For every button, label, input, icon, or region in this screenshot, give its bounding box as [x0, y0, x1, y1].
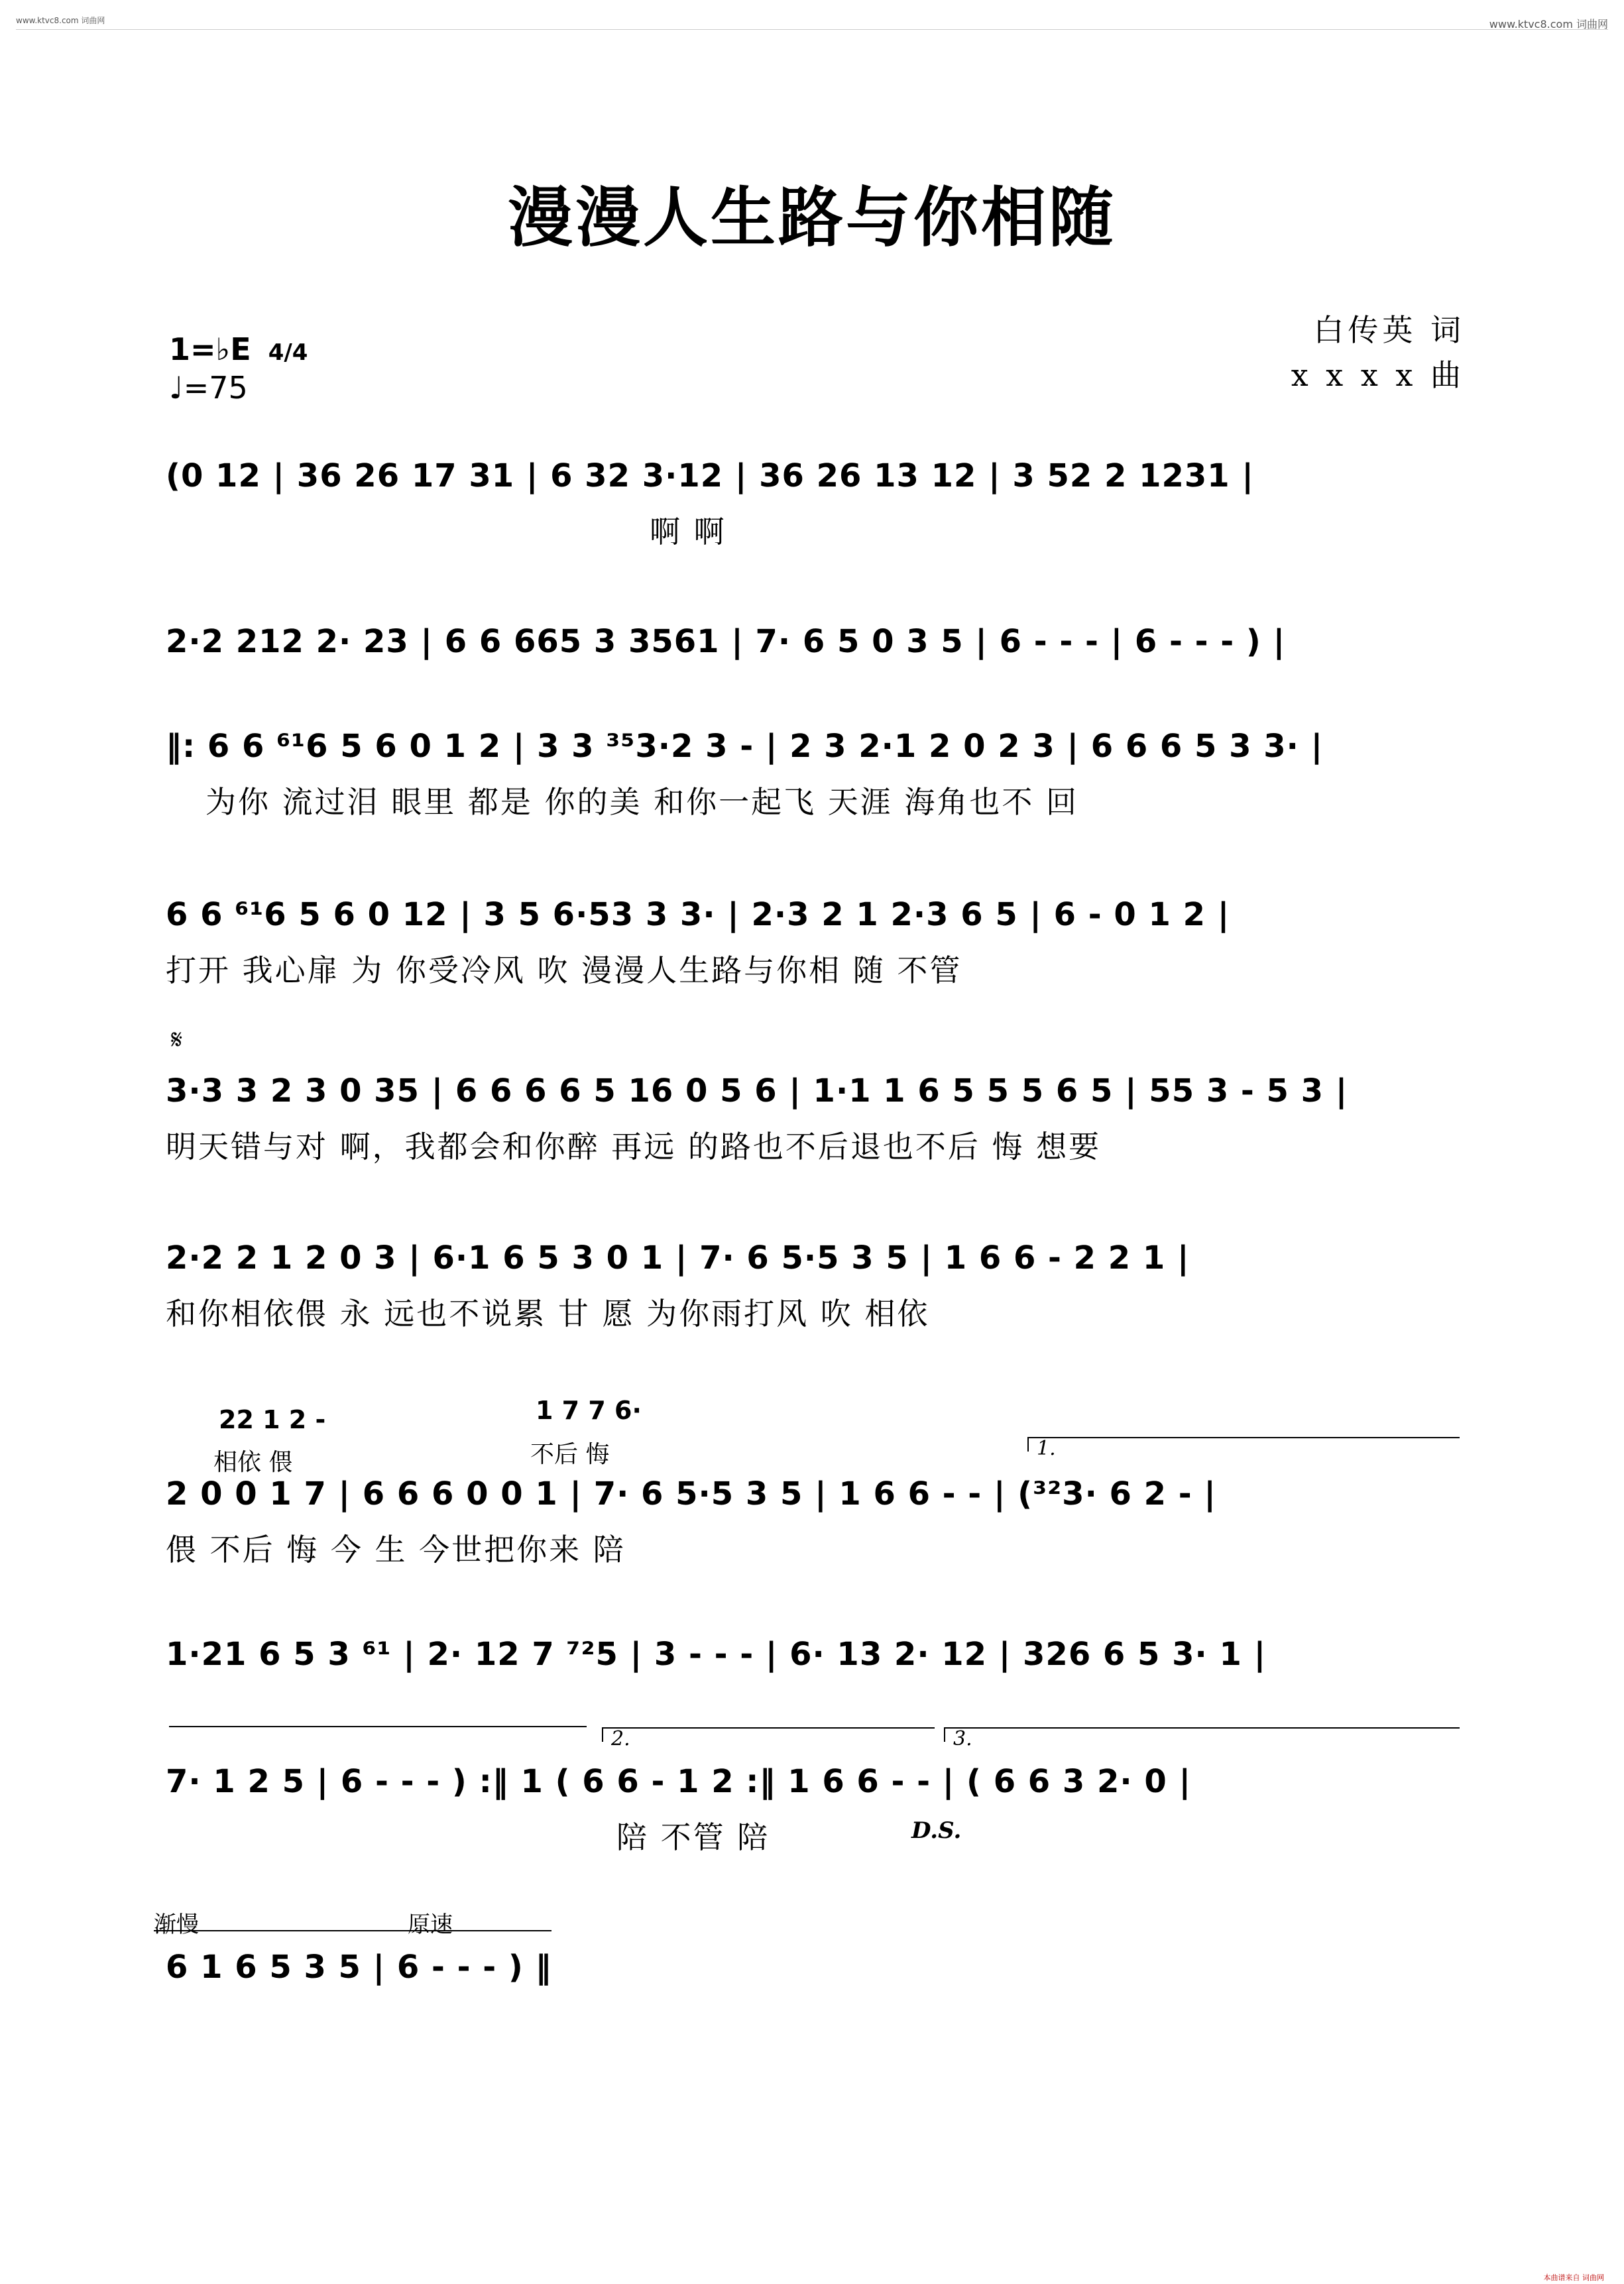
notation-line: 7· 1 2 5 | 6 - - - ) :‖ 1 ( 6 6 - 1 2 :‖ 1 6 6 - - | ( 6 6 3 2· 0 |	[166, 1763, 1192, 1800]
lyrics-line: 明天错与对 啊，我都会和你醉 再远 的路也不后退也不后 悔 想要	[166, 1129, 1102, 1165]
lyrics-line: 为你 流过泪 眼里 都是 你的美 和你一起飞 天涯 海角也不 回	[205, 784, 1078, 820]
volta-1-label: 1.	[1037, 1437, 1056, 1460]
notation-line: 6 1 6 5 3 5 | 6 - - - ) ‖	[166, 1949, 552, 1986]
a-tempo-text: 原速	[408, 1912, 453, 1938]
dal-segno-mark: D.S.	[911, 1817, 962, 1844]
segno-mark: 𝄋	[171, 1025, 183, 1055]
alt-notes-1: 22 1 2 -	[219, 1405, 326, 1434]
volta-1-bracket	[1027, 1437, 1460, 1460]
notation-line: (0 12 | 36 26 17 31 | 6 32 3·12 | 36 26 13 12 | 3 52 2 1231 |	[166, 457, 1254, 494]
key-signature: 1=♭E 4/4	[169, 331, 308, 367]
volta-3-bracket	[944, 1727, 1460, 1750]
notation-line: 2·2 212 2· 23 | 6 6 665 3 3561 | 7· 6 5 0 3 5 | 6 - - - | 6 - - - ) |	[166, 623, 1286, 660]
notation-line: ‖: 6 6 ⁶¹6 5 6 0 1 2 | 3 3 ³⁵3·2 3 - | 2 3 2·1 2 0 2 3 | 6 6 6 5 3 3· |	[166, 728, 1324, 765]
tempo-marking: ♩=75	[169, 370, 248, 406]
lyrics-line: 打开 我心扉 为 你受冷风 吹 漫漫人生路与你相 随 不管	[166, 952, 962, 988]
tempo-line	[154, 1930, 551, 1931]
lyrics-line: 和你相依偎 永 远也不说累 甘 愿 为你雨打风 吹 相依	[166, 1296, 930, 1332]
corner-watermark: 本曲谱来自 词曲网	[1543, 2273, 1604, 2282]
lyrics-line: 啊 啊	[650, 514, 726, 549]
site-watermark-left: www.ktvc8.com 词曲网	[16, 16, 105, 25]
alt-lyrics-2: 不后 悔	[530, 1441, 610, 1468]
notation-line: 1·21 6 5 3 ⁶¹ | 2· 12 7 ⁷²5 | 3 - - - | 6· 13 2· 12 | 326 6 5 3· 1 |	[166, 1636, 1267, 1673]
notation-line: 3·3 3 2 3 0 35 | 6 6 6 6 5 16 0 5 6 | 1·1 1 6 5 5 5 6 5 | 55 3 - 5 3 |	[166, 1072, 1348, 1110]
volta-2-label: 2.	[611, 1727, 630, 1750]
lyrics-line: 陪 不管 陪	[616, 1819, 770, 1855]
composer-credit: x x x x 曲	[1291, 357, 1465, 393]
song-title: 漫漫人生路与你相随	[507, 180, 1116, 256]
notation-line: 2 0 0 1 7 | 6 6 6 0 0 1 | 7· 6 5·5 3 5 | 1 6 6 - - | (³²3· 6 2 - |	[166, 1475, 1216, 1513]
site-watermark-right: www.ktvc8.com 词曲网	[1489, 18, 1608, 30]
left-watermark-strip	[4, 27, 11, 2267]
right-watermark-strip	[1613, 27, 1620, 2267]
repeat-bracket-line	[169, 1726, 587, 1727]
alt-notes-2: 1 7 7 6·	[536, 1396, 642, 1425]
volta-3-label: 3.	[953, 1727, 972, 1750]
notation-line: 2·2 2 1 2 0 3 | 6·1 6 5 3 0 1 | 7· 6 5·5 3 5 | 1 6 6 - 2 2 1 |	[166, 1239, 1190, 1277]
lyricist-credit: 白传英 词	[1313, 312, 1465, 348]
notation-line: 6 6 ⁶¹6 5 6 0 12 | 3 5 6·53 3 3· | 2·3 2 1 2·3 6 5 | 6 - 0 1 2 |	[166, 896, 1230, 933]
alt-lyrics-1: 相依 偎	[213, 1449, 293, 1476]
top-rule	[16, 29, 1608, 30]
ritardando-text: 渐慢	[154, 1912, 199, 1938]
volta-2-bracket	[602, 1727, 935, 1750]
lyrics-line: 偎 不后 悔 今 生 今世把你来 陪	[166, 1532, 626, 1568]
time-signature: 4/4	[268, 339, 308, 366]
